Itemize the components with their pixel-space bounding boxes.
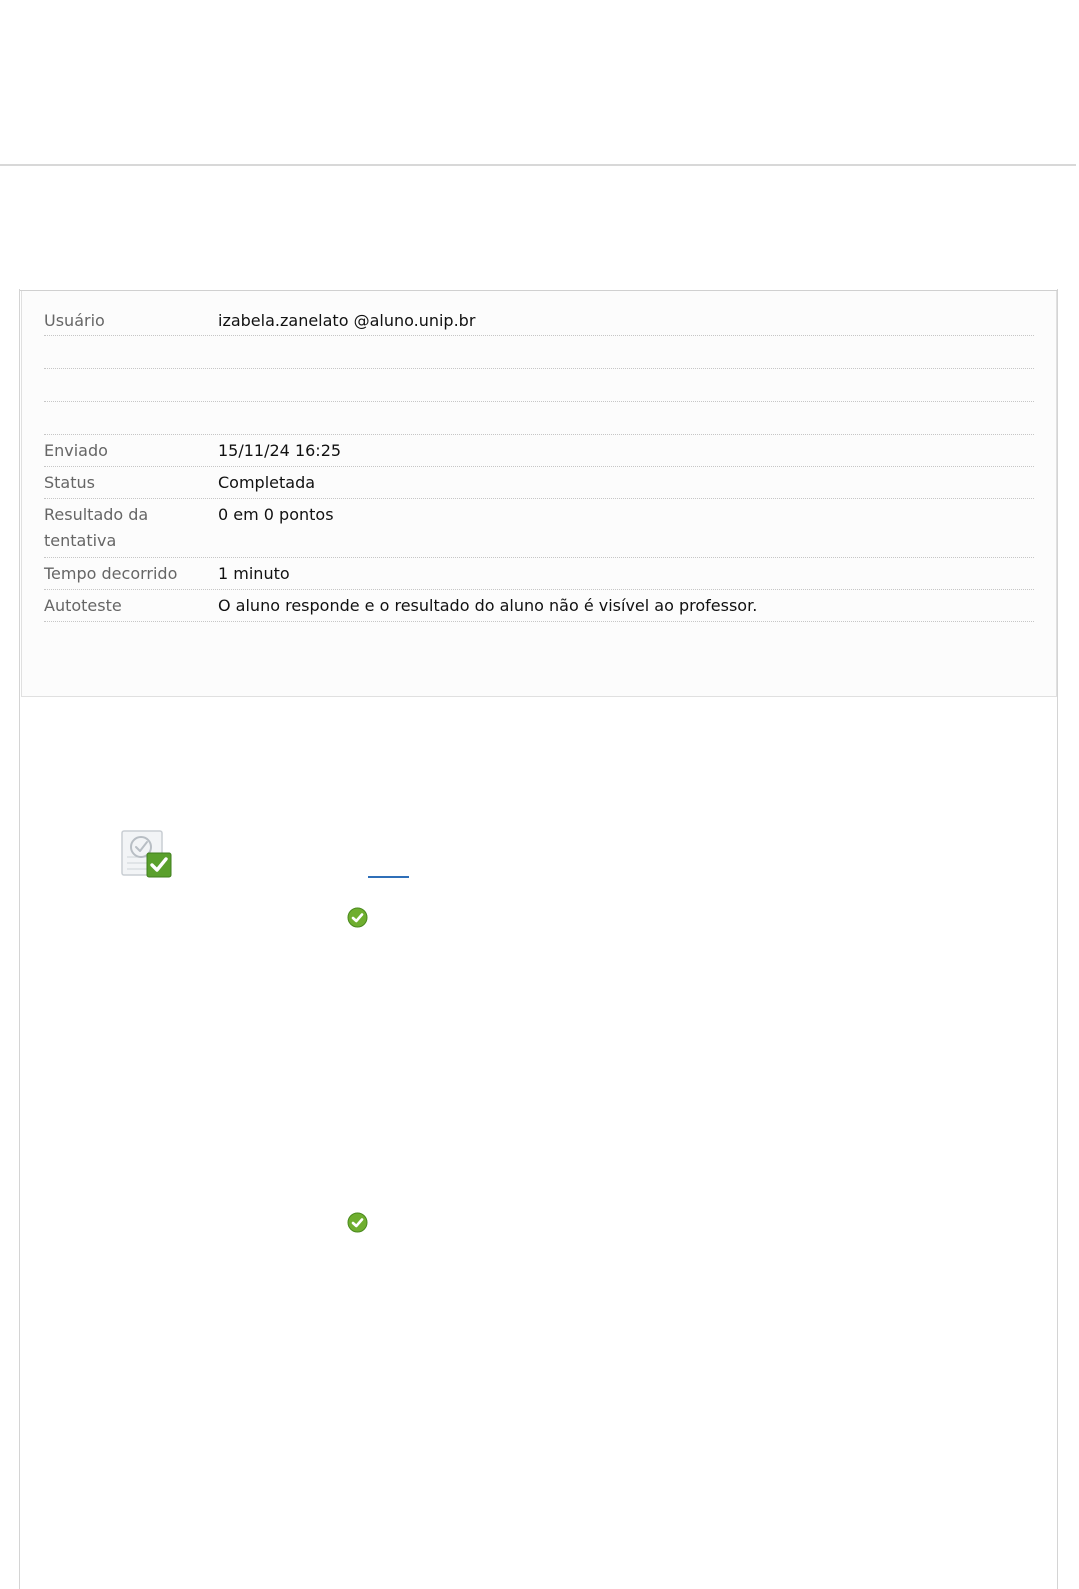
detail-label: Usuário: [44, 311, 105, 330]
detail-row-usuario: [44, 304, 1034, 336]
detail-value: 0 em 0 pontos: [218, 505, 334, 524]
detail-label: Tempo decorrido: [44, 564, 178, 583]
detail-value: izabela.zanelato @aluno.unip.br: [218, 311, 476, 330]
correct-check-icon: [347, 907, 368, 928]
detail-value: 1 minuto: [218, 564, 290, 583]
detail-label: Status: [44, 473, 95, 492]
detail-value: [218, 402, 1034, 434]
detail-row-empty: [44, 369, 1034, 402]
detail-row-tempo: [44, 558, 1034, 590]
test-completed-icon: [121, 829, 173, 879]
panel-top-border: [20, 290, 1058, 291]
attempt-details-list: [44, 304, 1034, 622]
detail-label: [44, 369, 218, 401]
detail-value: [218, 336, 1034, 368]
detail-value: [218, 369, 1034, 401]
detail-row-status: [44, 467, 1034, 499]
detail-label: Autoteste: [44, 596, 122, 615]
detail-label: [44, 402, 218, 434]
detail-label: Enviado: [44, 441, 108, 460]
header-divider: [0, 164, 1076, 166]
detail-value: O aluno responde e o resultado do aluno não é visível ao professor.: [218, 596, 758, 615]
detail-row-empty: [44, 336, 1034, 369]
correct-check-icon: [347, 1212, 368, 1233]
question-link[interactable]: [368, 876, 409, 878]
detail-row-enviado: [44, 435, 1034, 467]
detail-label: [44, 336, 218, 368]
detail-row-empty: [44, 402, 1034, 435]
detail-value: Completada: [218, 473, 316, 492]
detail-row-resultado: [44, 499, 1034, 558]
detail-label: Resultado da tentativa: [44, 505, 149, 550]
detail-row-autoteste: [44, 590, 1034, 622]
detail-value: 15/11/24 16:25: [218, 441, 342, 460]
